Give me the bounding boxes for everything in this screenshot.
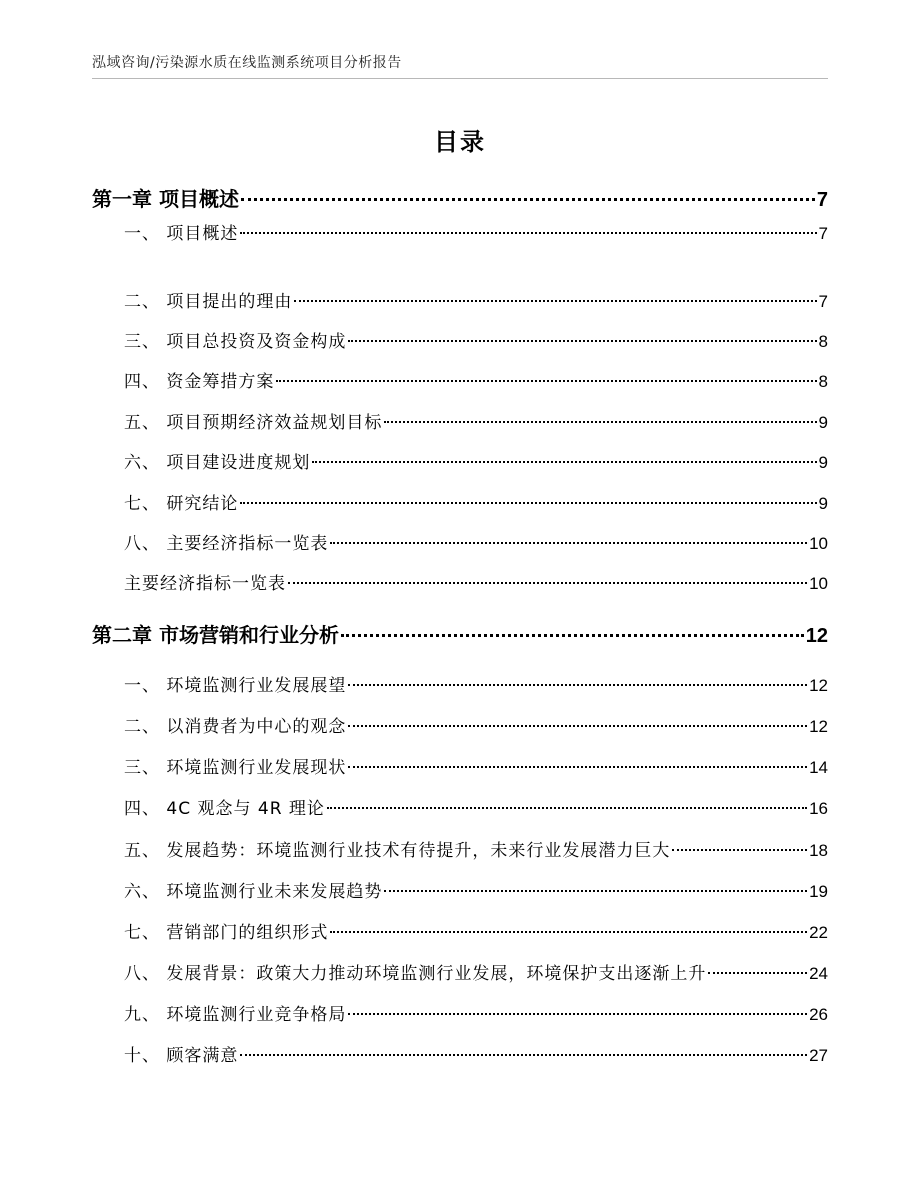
toc-entry-label: 八、 发展背景：政策大力推动环境监测行业发展，环境保护支出逐渐上升	[124, 964, 707, 984]
toc-entry-label: 七、 研究结论	[124, 494, 239, 514]
toc-page-number: 7	[818, 292, 828, 311]
toc-section-2-7[interactable]	[92, 918, 828, 943]
toc-dot-leader	[330, 931, 807, 933]
toc-entry-label: 九、 环境监测行业竞争格局	[124, 1005, 347, 1025]
toc-page-number: 26	[809, 1005, 828, 1024]
toc-entry-label: 第二章 市场营销和行业分析	[92, 623, 339, 647]
toc-section-2-6[interactable]	[92, 877, 828, 902]
header-rule	[92, 78, 828, 79]
toc-section-1-4[interactable]	[92, 367, 828, 392]
toc-dot-leader	[348, 684, 807, 686]
toc-entry-label: 一、 环境监测行业发展展望	[124, 676, 347, 696]
toc-section-1-1[interactable]	[92, 219, 828, 244]
toc-section-2-8[interactable]	[92, 959, 828, 984]
toc-entry-label: 二、 项目提出的理由	[124, 292, 293, 312]
toc-entry-label: 八、 主要经济指标一览表	[124, 534, 329, 554]
toc-entry-label: 二、 以消费者为中心的观念	[124, 717, 347, 737]
toc-dot-leader	[341, 634, 804, 637]
toc-dot-leader	[240, 232, 816, 234]
toc-entry-label: 五、 项目预期经济效益规划目标	[124, 413, 383, 433]
toc-entry-label: 四、 4C 观念与 4R 理论	[124, 799, 325, 819]
toc-section-2-4[interactable]	[92, 794, 828, 819]
toc-page-number: 7	[818, 224, 828, 243]
toc-page-number: 16	[809, 799, 828, 818]
toc-entry-label: 五、 发展趋势：环境监测行业技术有待提升，未来行业发展潜力巨大	[124, 841, 671, 861]
toc-dot-leader	[240, 502, 816, 504]
toc-section-1-8[interactable]	[92, 529, 828, 554]
toc-section-1-6[interactable]	[92, 448, 828, 473]
toc-dot-leader	[348, 1013, 807, 1015]
toc-section-2-9[interactable]	[92, 1000, 828, 1025]
toc-dot-leader	[384, 890, 807, 892]
toc-page-number: 27	[809, 1046, 828, 1065]
toc-dot-leader	[276, 380, 816, 382]
toc-page-number: 24	[809, 964, 828, 983]
toc-page-number: 10	[809, 574, 828, 593]
toc-dot-leader	[384, 421, 816, 423]
toc-entry-label: 十、 顾客满意	[124, 1046, 239, 1066]
toc-dot-leader	[348, 766, 807, 768]
toc-section-2-3[interactable]	[92, 753, 828, 778]
toc-page-number: 9	[818, 453, 828, 472]
toc-page-number: 7	[816, 189, 828, 211]
toc-dot-leader	[327, 807, 807, 809]
toc-section-1-2[interactable]	[92, 287, 828, 312]
toc-section-2-2[interactable]	[92, 712, 828, 737]
toc-page-number: 12	[809, 676, 828, 695]
toc-dot-leader	[240, 1054, 807, 1056]
toc-section-2-5[interactable]	[92, 836, 828, 861]
toc-entry-label: 六、 项目建设进度规划	[124, 453, 311, 473]
toc-dot-leader	[294, 300, 816, 302]
toc-dot-leader	[348, 725, 807, 727]
toc-entry-label: 第一章 项目概述	[92, 187, 239, 211]
toc-entry-label: 三、 环境监测行业发展现状	[124, 758, 347, 778]
toc-entry-label: 一、 项目概述	[124, 224, 239, 244]
toc-page-number: 8	[818, 332, 828, 351]
running-header: 泓域咨询/污染源水质在线监测系统项目分析报告	[92, 55, 402, 71]
toc-entry-label: 主要经济指标一览表	[124, 574, 286, 594]
toc-dot-leader	[708, 972, 807, 974]
toc-entry-label: 四、 资金筹措方案	[124, 372, 275, 392]
toc-dot-leader	[672, 849, 807, 851]
toc-page-number: 22	[809, 923, 828, 942]
toc-dot-leader	[241, 198, 815, 201]
toc-entry-label: 七、 营销部门的组织形式	[124, 923, 329, 943]
toc-page-number: 10	[809, 534, 828, 553]
toc-chapter-2[interactable]	[92, 619, 828, 648]
toc-page-number: 9	[818, 494, 828, 513]
toc-section-1-7[interactable]	[92, 489, 828, 514]
toc-page-number: 18	[809, 841, 828, 860]
toc-chapter-1[interactable]	[92, 183, 828, 212]
toc-page-number: 9	[818, 413, 828, 432]
toc-section-1-5[interactable]	[92, 408, 828, 433]
toc-page-number: 12	[809, 717, 828, 736]
toc-dot-leader	[348, 340, 816, 342]
toc-page-number: 12	[805, 625, 828, 647]
toc-section-2-1[interactable]	[92, 671, 828, 696]
toc-page-number: 8	[818, 372, 828, 391]
toc-entry-label: 六、 环境监测行业未来发展趋势	[124, 882, 383, 902]
toc-section-2-10[interactable]	[92, 1041, 828, 1066]
toc-section-1-3[interactable]	[92, 327, 828, 352]
toc-subsection-table[interactable]	[92, 569, 828, 594]
toc-title: 目录	[434, 128, 486, 156]
toc-page-number: 14	[809, 758, 828, 777]
toc-page-number: 19	[809, 882, 828, 901]
toc-dot-leader	[312, 461, 816, 463]
toc-dot-leader	[330, 542, 807, 544]
toc-dot-leader	[288, 582, 807, 584]
toc-entry-label: 三、 项目总投资及资金构成	[124, 332, 347, 352]
